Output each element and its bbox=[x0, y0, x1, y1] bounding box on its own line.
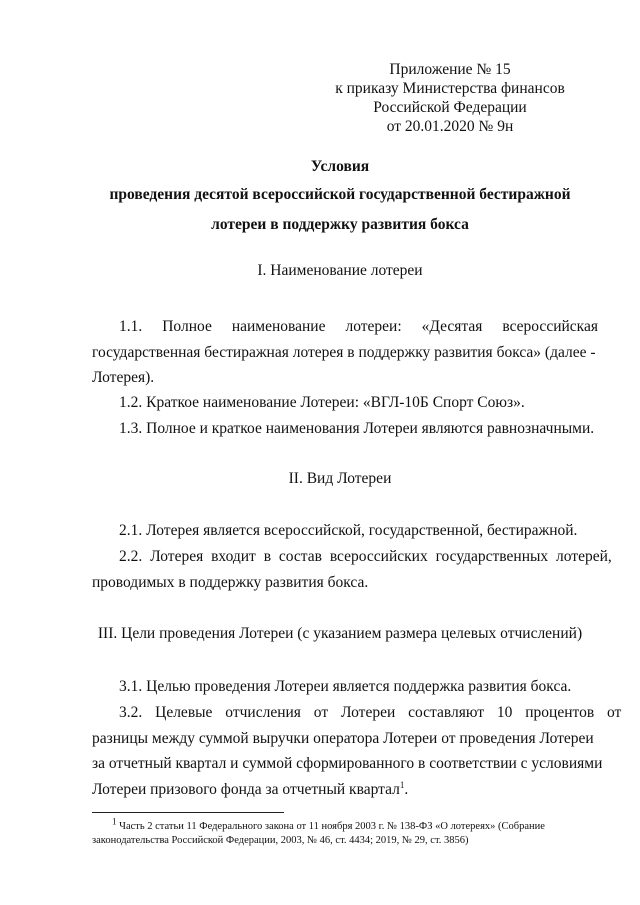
document-subtitle: лотереи в поддержку развития бокса bbox=[211, 216, 469, 233]
section-heading: III. Цели проведения Лотереи (с указанием размера целевых отчислений) bbox=[97, 625, 583, 642]
paragraph-line bbox=[92, 777, 598, 803]
appendix-header bbox=[330, 60, 570, 136]
document-subtitle: проведения десятой всероссийской государственной бестиражной bbox=[109, 186, 571, 203]
paragraph-2-2 bbox=[92, 544, 612, 595]
footnote-line: законодательства Российской Федерации, 2003, № 46, ст. 4434; 2019, № 29, ст. 3856) bbox=[92, 835, 469, 846]
word: Полное bbox=[162, 318, 212, 335]
footnote bbox=[92, 816, 598, 848]
paragraph-2-1 bbox=[92, 518, 598, 544]
appendix-line: от 20.01.2020 № 9н bbox=[386, 118, 514, 135]
paragraph-line: 1.2. Краткое наименование Лотереи: «ВГЛ-10Б Спорт Союз». bbox=[119, 394, 525, 411]
appendix-line: к приказу Министерства финансов bbox=[335, 80, 565, 97]
appendix-line: Российской Федерации bbox=[373, 99, 527, 116]
paragraph-line: 2.2. Лотерея входит в состав всероссийских государственных лотерей, bbox=[119, 548, 612, 565]
paragraph-line: государственная бестиражная лотерея в поддержку развития бокса» (далее - bbox=[92, 343, 596, 361]
paragraph-line: разницы между суммой выручки оператора Лотереи от проведения Лотереи bbox=[92, 729, 594, 747]
paragraph-1-1 bbox=[92, 314, 598, 391]
justified-line bbox=[92, 314, 598, 340]
footnote-text: Часть 2 статьи 11 Федерального закона от 11 ноября 2003 г. № 138-ФЗ «О лотереях» (Собрание bbox=[119, 821, 545, 832]
footnote-reference[interactable]: 1 bbox=[399, 779, 405, 790]
footnote-mark: 1 bbox=[112, 816, 117, 827]
document-title: Условия bbox=[310, 158, 370, 175]
word: «Десятая bbox=[421, 318, 483, 335]
word: лотереи: bbox=[345, 318, 402, 335]
paragraph-line: проводимых в поддержку развития бокса. bbox=[92, 573, 369, 591]
section-heading: II. Вид Лотереи bbox=[288, 470, 392, 487]
paragraph-1-3 bbox=[92, 416, 598, 442]
section-heading: I. Наименование лотереи bbox=[257, 262, 423, 279]
footnote-divider bbox=[92, 812, 284, 813]
paragraph-line: 3.2. Целевые отчисления от Лотереи составляют 10 процентов от bbox=[119, 704, 622, 721]
paragraph-3-2 bbox=[92, 700, 622, 802]
word: 1.1. bbox=[119, 318, 143, 335]
paragraph-line: за отчетный квартал и суммой сформированного в соответствии с условиями bbox=[92, 755, 603, 772]
paragraph-1-2 bbox=[92, 390, 598, 416]
word: всероссийская bbox=[502, 318, 598, 335]
paragraph-3-1 bbox=[92, 674, 598, 700]
paragraph-line: 1.3. Полное и краткое наименования Лотереи являются равнозначными. bbox=[119, 420, 595, 437]
paragraph-text: . bbox=[404, 780, 409, 798]
paragraph-line: 3.1. Целью проведения Лотереи является поддержка развития бокса. bbox=[119, 678, 572, 695]
word: наименование bbox=[231, 318, 326, 335]
appendix-line: Приложение № 15 bbox=[389, 61, 511, 78]
paragraph-line: 2.1. Лотерея является всероссийской, государственной, бестиражной. bbox=[119, 522, 578, 539]
paragraph-text: Лотереи призового фонда за отчетный квартал bbox=[92, 780, 400, 798]
footnote-line bbox=[92, 816, 598, 834]
paragraph-line: Лотерея). bbox=[92, 369, 155, 386]
